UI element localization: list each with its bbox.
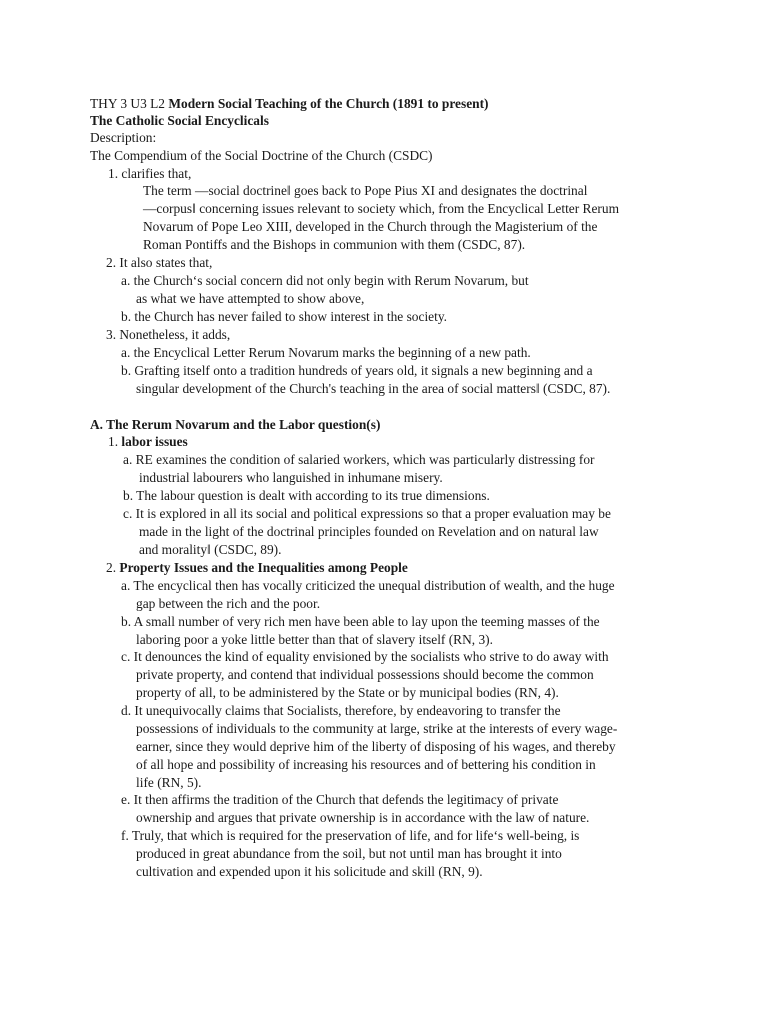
list-item-label: 2. It also states that, (106, 255, 213, 270)
list-subitem-continuation: private property, and contend that individual possessions should become the common (136, 667, 594, 682)
list-subitem-continuation: made in the light of the doctrinal principles founded on Revelation and on natural law (139, 524, 599, 539)
list-subitem: b. the Church has never failed to show interest in the society. (121, 309, 447, 324)
paragraph-line: The term —social doctrine‖ goes back to Pope Pius XI and designates the doctrinal (143, 183, 588, 198)
subsection-title: labor issues (121, 434, 188, 449)
list-subitem: a. the Church‘s social concern did not only begin with Rerum Novarum, but (121, 273, 529, 288)
list-subitem-continuation: and morality‖ (CSDC, 89). (139, 542, 282, 557)
list-subitem: b. Grafting itself onto a tradition hundreds of years old, it signals a new beginning and a (121, 363, 593, 378)
list-subitem-continuation: industrial labourers who languished in inhumane misery. (139, 470, 443, 485)
document-subtitle: The Catholic Social Encyclicals (90, 113, 269, 128)
list-item-label: 1. clarifies that, (108, 166, 192, 181)
subsection-number: 1. (108, 434, 119, 449)
list-subitem-continuation: singular development of the Church's teaching in the area of social matters‖ (CSDC, 87). (136, 381, 611, 396)
list-subitem-continuation: of all hope and possibility of increasing his resources and of bettering his condition in (136, 757, 596, 772)
list-subitem-continuation: life (RN, 5). (136, 775, 202, 790)
subsection-number: 2. (106, 560, 117, 575)
list-subitem: f. Truly, that which is required for the preservation of life, and for life‘s well-being, is (121, 828, 580, 843)
list-subitem-continuation: earner, since they would deprive him of the liberty of disposing of his wages, and thereby (136, 739, 616, 754)
list-subitem: c. It is explored in all its social and political expressions so that a proper evaluation may be (123, 506, 611, 521)
list-subitem: d. It unequivocally claims that Socialists, therefore, by endeavoring to transfer the (121, 703, 561, 718)
list-subitem-continuation: ownership and argues that private ownership is in accordance with the law of nature. (136, 810, 590, 825)
list-subitem: a. The encyclical then has vocally criticized the unequal distribution of wealth, and the huge (121, 578, 615, 593)
subsection-heading (106, 559, 408, 577)
list-subitem-continuation: possessions of individuals to the community at large, strike at the interests of every wage- (136, 721, 618, 736)
paragraph-line: Roman Pontiffs and the Bishops in communion with them (CSDC, 87). (143, 237, 526, 252)
list-subitem: a. RE examines the condition of salaried workers, which was particularly distressing for (123, 452, 595, 467)
document-title-line (90, 95, 489, 113)
list-subitem: e. It then affirms the tradition of the Church that defends the legitimacy of private (121, 792, 559, 807)
list-subitem-continuation: cultivation and expended upon it his solicitude and skill (RN, 9). (136, 864, 483, 879)
course-code: THY 3 U3 L2 (90, 96, 166, 111)
list-subitem: b. The labour question is dealt with according to its true dimensions. (123, 488, 490, 503)
description-label: Description: (90, 130, 157, 145)
list-subitem-continuation: produced in great abundance from the soil, but not until man has brought it into (136, 846, 562, 861)
list-subitem-continuation: gap between the rich and the poor. (136, 596, 321, 611)
subsection-heading (108, 433, 188, 451)
list-subitem-continuation: laboring poor a yoke little better than that of slavery itself (RN, 3). (136, 632, 493, 647)
list-subitem-continuation: property of all, to be administered by the State or by municipal bodies (RN, 4). (136, 685, 559, 700)
paragraph-line: Novarum of Pope Leo XIII, developed in the Church through the Magisterium of the (143, 219, 598, 234)
section-heading: A. The Rerum Novarum and the Labor question(s) (90, 417, 381, 432)
paragraph-line: —corpus‖ concerning issues relevant to society which, from the Encyclical Letter Rerum (143, 201, 619, 216)
document-title: Modern Social Teaching of the Church (1891 to present) (168, 96, 489, 111)
subsection-title: Property Issues and the Inequalities among People (119, 560, 408, 575)
list-subitem-continuation: as what we have attempted to show above, (136, 291, 365, 306)
compendium-line: The Compendium of the Social Doctrine of the Church (CSDC) (90, 148, 433, 163)
list-subitem: c. It denounces the kind of equality envisioned by the socialists who strive to do away with (121, 649, 609, 664)
list-subitem: b. A small number of very rich men have been able to lay upon the teeming masses of the (121, 614, 600, 629)
list-item-label: 3. Nonetheless, it adds, (106, 327, 231, 342)
list-subitem: a. the Encyclical Letter Rerum Novarum marks the beginning of a new path. (121, 345, 531, 360)
